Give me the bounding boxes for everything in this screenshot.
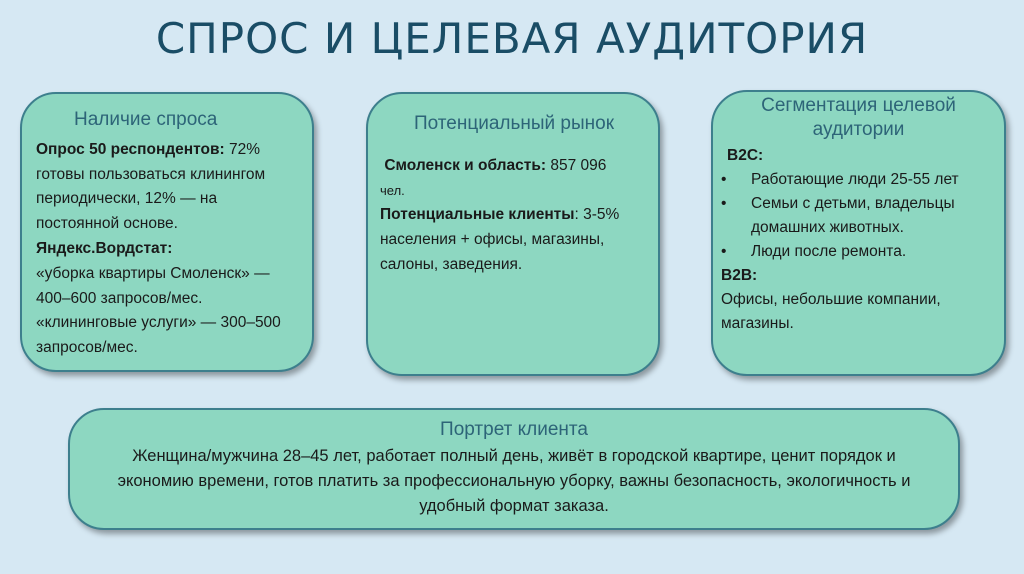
demand-box — [20, 92, 314, 372]
segmentation-body — [721, 144, 996, 336]
list-item — [721, 168, 996, 192]
b2b-text: Офисы, небольшие компании, магазины. — [721, 290, 941, 332]
portrait-box — [68, 408, 960, 530]
bullet-icon: • — [721, 194, 727, 212]
segmentation-heading: Сегментация целевой аудитории — [761, 95, 956, 140]
bullet-icon: • — [721, 242, 727, 260]
survey-label: Опрос 50 респондентов: — [36, 140, 225, 158]
portrait-heading: Портрет клиента — [440, 419, 588, 440]
query-cleaning-services: «клининговые услуги» — 300–500 запросов/мес. — [36, 314, 281, 357]
region-label: Смоленск и область: — [384, 156, 547, 174]
clients-label: Потенциальные клиенты — [380, 206, 575, 224]
yandex-label: Яндекс.Вордстат: — [36, 239, 173, 257]
slide-title: СПРОС И ЦЕЛЕВАЯ АУДИТОРИЯ — [155, 14, 869, 63]
b2c-item: Работающие люди 25-55 лет — [751, 170, 959, 188]
query-cleaning-apartment: «уборка квартиры Смоленск» — 400–600 запросов/мес. — [36, 264, 270, 307]
market-body — [380, 154, 648, 278]
segmentation-box — [711, 90, 1006, 376]
demand-heading: Наличие спроса — [74, 109, 218, 130]
list-item — [721, 240, 996, 264]
b2b-label: В2В: — [721, 266, 758, 284]
list-item — [721, 192, 996, 240]
b2c-item: Семьи с детьми, владельцы домашних животных. — [751, 194, 955, 236]
portrait-text: Женщина/мужчина 28–45 лет, работает полный день, живёт в городской квартире, ценит порядок и экономию времени, готов платить за профессиональную уборку, важны безопасность, экологичность и удобный формат заказа. — [117, 446, 911, 515]
population-value: 857 096 — [546, 156, 607, 174]
market-heading: Потенциальный рынок — [413, 113, 615, 134]
demand-body — [36, 138, 302, 361]
b2c-label: В2С: — [727, 146, 764, 164]
bullet-icon: • — [721, 170, 727, 188]
population-unit: чел. — [380, 182, 405, 198]
clients-text: : 3-5% населения + офисы, магазины, салоны, заведения. — [380, 206, 620, 273]
b2c-item: Люди после ремонта. — [751, 242, 907, 260]
market-box — [366, 92, 660, 376]
survey-text: 72% готовы пользоваться клинингом периодически, 12% — на постоянной основе. — [36, 140, 266, 233]
